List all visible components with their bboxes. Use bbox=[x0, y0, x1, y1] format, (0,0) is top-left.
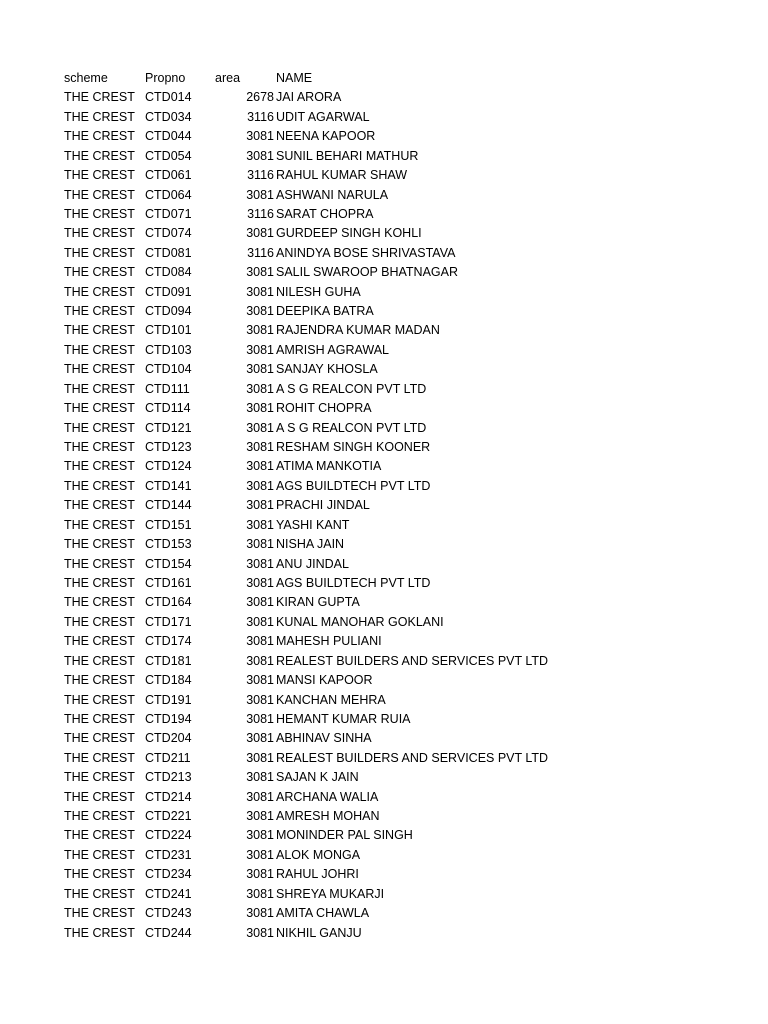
name-cell: PRACHI JINDAL bbox=[276, 498, 370, 513]
table-row bbox=[0, 224, 768, 243]
area-cell: 3081 bbox=[246, 517, 274, 532]
name-cell: KIRAN GUPTA bbox=[276, 595, 360, 610]
scheme-cell: THE CREST bbox=[64, 711, 135, 726]
scheme-cell: THE CREST bbox=[64, 789, 135, 804]
propno-cell: CTD234 bbox=[145, 867, 192, 882]
propno-cell: CTD231 bbox=[145, 847, 192, 862]
table-row bbox=[0, 904, 768, 923]
name-cell: NEENA KAPOOR bbox=[276, 129, 376, 144]
name-cell: SALIL SWAROOP BHATNAGAR bbox=[276, 265, 458, 280]
area-cell: 3081 bbox=[246, 653, 274, 668]
name-cell: ASHWANI NARULA bbox=[276, 187, 389, 202]
name-cell: AMRISH AGRAWAL bbox=[276, 342, 389, 357]
propno-cell: CTD151 bbox=[145, 517, 192, 532]
name-cell: YASHI KANT bbox=[276, 517, 350, 532]
propno-cell: CTD214 bbox=[145, 789, 192, 804]
scheme-cell: THE CREST bbox=[64, 614, 135, 629]
area-cell: 3081 bbox=[246, 906, 274, 921]
table-row bbox=[0, 166, 768, 185]
propno-cell: CTD084 bbox=[145, 265, 192, 280]
area-cell: 3081 bbox=[246, 925, 274, 940]
area-cell: 3081 bbox=[246, 226, 274, 241]
propno-cell: CTD171 bbox=[145, 614, 192, 629]
propno-cell: CTD204 bbox=[145, 731, 192, 746]
scheme-cell: THE CREST bbox=[64, 90, 135, 105]
name-cell: ANINDYA BOSE SHRIVASTAVA bbox=[276, 245, 456, 260]
propno-cell: CTD174 bbox=[145, 634, 192, 649]
header-propno: Propno bbox=[145, 71, 186, 85]
name-cell: MAHESH PULIANI bbox=[276, 634, 382, 649]
area-cell: 3081 bbox=[246, 304, 274, 319]
scheme-cell: THE CREST bbox=[64, 867, 135, 882]
name-cell: MONINDER PAL SINGH bbox=[276, 828, 413, 843]
propno-cell: CTD104 bbox=[145, 362, 192, 377]
name-cell: SANJAY KHOSLA bbox=[276, 362, 378, 377]
scheme-cell: THE CREST bbox=[64, 653, 135, 668]
area-cell: 3081 bbox=[246, 614, 274, 629]
name-cell: MANSI KAPOOR bbox=[276, 673, 373, 688]
area-cell: 3081 bbox=[246, 362, 274, 377]
scheme-cell: THE CREST bbox=[64, 634, 135, 649]
name-cell: AGS BUILDTECH PVT LTD bbox=[276, 478, 431, 493]
table-row bbox=[0, 438, 768, 457]
name-cell: A S G REALCON PVT LTD bbox=[276, 420, 427, 435]
scheme-cell: THE CREST bbox=[64, 129, 135, 144]
table-row bbox=[0, 710, 768, 729]
area-cell: 3081 bbox=[246, 847, 274, 862]
propno-cell: CTD044 bbox=[145, 129, 192, 144]
name-cell: JAI ARORA bbox=[276, 90, 342, 105]
name-cell: SAJAN K JAIN bbox=[276, 770, 359, 785]
area-cell: 3081 bbox=[246, 886, 274, 901]
scheme-cell: THE CREST bbox=[64, 187, 135, 202]
table-row bbox=[0, 321, 768, 340]
name-cell: ROHIT CHOPRA bbox=[276, 401, 372, 416]
table-row bbox=[0, 652, 768, 671]
name-cell: GURDEEP SINGH KOHLI bbox=[276, 226, 422, 241]
propno-cell: CTD181 bbox=[145, 653, 192, 668]
area-cell: 3081 bbox=[246, 575, 274, 590]
area-cell: 3116 bbox=[247, 109, 274, 124]
table-row bbox=[0, 302, 768, 321]
table-row bbox=[0, 574, 768, 593]
table-row bbox=[0, 729, 768, 748]
area-cell: 3116 bbox=[247, 206, 274, 221]
area-cell: 3081 bbox=[246, 323, 274, 338]
area-cell: 3081 bbox=[246, 867, 274, 882]
area-cell: 3081 bbox=[246, 692, 274, 707]
propno-cell: CTD071 bbox=[145, 206, 192, 221]
scheme-cell: THE CREST bbox=[64, 401, 135, 416]
name-cell: RAJENDRA KUMAR MADAN bbox=[276, 323, 440, 338]
propno-cell: CTD244 bbox=[145, 925, 192, 940]
area-cell: 3081 bbox=[246, 828, 274, 843]
propno-cell: CTD103 bbox=[145, 342, 192, 357]
table-row bbox=[0, 399, 768, 418]
propno-cell: CTD054 bbox=[145, 148, 192, 163]
table-row bbox=[0, 341, 768, 360]
table-row bbox=[0, 457, 768, 476]
name-cell: RESHAM SINGH KOONER bbox=[276, 440, 431, 455]
table-row bbox=[0, 283, 768, 302]
table-row bbox=[0, 671, 768, 690]
area-cell: 3081 bbox=[246, 420, 274, 435]
table-row bbox=[0, 496, 768, 515]
area-cell: 3116 bbox=[247, 168, 274, 183]
area-cell: 3081 bbox=[246, 187, 274, 202]
area-cell: 3081 bbox=[246, 673, 274, 688]
area-cell: 3081 bbox=[246, 634, 274, 649]
propno-cell: CTD123 bbox=[145, 440, 192, 455]
table-row bbox=[0, 127, 768, 146]
scheme-cell: THE CREST bbox=[64, 304, 135, 319]
propno-cell: CTD034 bbox=[145, 109, 192, 124]
name-cell: A S G REALCON PVT LTD bbox=[276, 381, 427, 396]
name-cell: KANCHAN MEHRA bbox=[276, 692, 386, 707]
scheme-cell: THE CREST bbox=[64, 906, 135, 921]
table-row bbox=[0, 360, 768, 379]
area-cell: 3116 bbox=[247, 245, 274, 260]
propno-cell: CTD154 bbox=[145, 556, 192, 571]
table-row bbox=[0, 632, 768, 651]
name-cell: SUNIL BEHARI MATHUR bbox=[276, 148, 419, 163]
propno-cell: CTD094 bbox=[145, 304, 192, 319]
table-row bbox=[0, 147, 768, 166]
scheme-cell: THE CREST bbox=[64, 226, 135, 241]
scheme-cell: THE CREST bbox=[64, 886, 135, 901]
table-row bbox=[0, 419, 768, 438]
area-cell: 2678 bbox=[246, 90, 274, 105]
name-cell: AMRESH MOHAN bbox=[276, 809, 380, 824]
name-cell: AMITA CHAWLA bbox=[276, 906, 370, 921]
scheme-cell: THE CREST bbox=[64, 420, 135, 435]
area-cell: 3081 bbox=[246, 265, 274, 280]
propno-cell: CTD224 bbox=[145, 828, 192, 843]
name-cell: RAHUL JOHRI bbox=[276, 867, 359, 882]
propno-cell: CTD124 bbox=[145, 459, 192, 474]
scheme-cell: THE CREST bbox=[64, 595, 135, 610]
propno-cell: CTD211 bbox=[145, 750, 191, 765]
name-cell: SHREYA MUKARJI bbox=[276, 886, 385, 901]
table-row bbox=[0, 205, 768, 224]
area-cell: 3081 bbox=[246, 440, 274, 455]
scheme-cell: THE CREST bbox=[64, 517, 135, 532]
propno-cell: CTD164 bbox=[145, 595, 192, 610]
scheme-cell: THE CREST bbox=[64, 498, 135, 513]
propno-cell: CTD241 bbox=[145, 886, 192, 901]
propno-cell: CTD184 bbox=[145, 673, 192, 688]
table-row bbox=[0, 88, 768, 107]
table-row bbox=[0, 186, 768, 205]
scheme-cell: THE CREST bbox=[64, 265, 135, 280]
name-cell: ABHINAV SINHA bbox=[276, 731, 372, 746]
area-cell: 3081 bbox=[246, 789, 274, 804]
table-row bbox=[0, 263, 768, 282]
propno-cell: CTD243 bbox=[145, 906, 192, 921]
scheme-cell: THE CREST bbox=[64, 109, 135, 124]
table-row bbox=[0, 846, 768, 865]
table-row bbox=[0, 691, 768, 710]
name-cell: REALEST BUILDERS AND SERVICES PVT LTD bbox=[276, 653, 549, 668]
scheme-cell: THE CREST bbox=[64, 362, 135, 377]
propno-cell: CTD091 bbox=[145, 284, 192, 299]
area-cell: 3081 bbox=[246, 459, 274, 474]
scheme-cell: THE CREST bbox=[64, 731, 135, 746]
header-scheme: scheme bbox=[64, 71, 108, 85]
table-row bbox=[0, 788, 768, 807]
scheme-cell: THE CREST bbox=[64, 556, 135, 571]
area-cell: 3081 bbox=[246, 537, 274, 552]
table-row bbox=[0, 477, 768, 496]
propno-cell: CTD213 bbox=[145, 770, 192, 785]
propno-cell: CTD074 bbox=[145, 226, 192, 241]
propno-cell: CTD194 bbox=[145, 711, 192, 726]
table-row bbox=[0, 108, 768, 127]
area-cell: 3081 bbox=[246, 284, 274, 299]
name-cell: ARCHANA WALIA bbox=[276, 789, 379, 804]
scheme-cell: THE CREST bbox=[64, 925, 135, 940]
propno-cell: CTD161 bbox=[145, 575, 192, 590]
area-cell: 3081 bbox=[246, 809, 274, 824]
name-cell: NILESH GUHA bbox=[276, 284, 361, 299]
table-row bbox=[0, 593, 768, 612]
scheme-cell: THE CREST bbox=[64, 381, 135, 396]
scheme-cell: THE CREST bbox=[64, 206, 135, 221]
table-row bbox=[0, 535, 768, 554]
name-cell: NIKHIL GANJU bbox=[276, 925, 362, 940]
name-cell: RAHUL KUMAR SHAW bbox=[276, 168, 408, 183]
area-cell: 3081 bbox=[246, 401, 274, 416]
table-row bbox=[0, 885, 768, 904]
area-cell: 3081 bbox=[246, 770, 274, 785]
propno-cell: CTD114 bbox=[145, 401, 191, 416]
table-row bbox=[0, 749, 768, 768]
scheme-cell: THE CREST bbox=[64, 575, 135, 590]
table-row bbox=[0, 768, 768, 787]
scheme-cell: THE CREST bbox=[64, 847, 135, 862]
table-row bbox=[0, 826, 768, 845]
table-row bbox=[0, 244, 768, 263]
propno-cell: CTD221 bbox=[145, 809, 192, 824]
propno-cell: CTD144 bbox=[145, 498, 192, 513]
table-row bbox=[0, 516, 768, 535]
table-row bbox=[0, 555, 768, 574]
name-cell: ALOK MONGA bbox=[276, 847, 361, 862]
area-cell: 3081 bbox=[246, 478, 274, 493]
header-area: area bbox=[215, 71, 241, 85]
header-row bbox=[0, 69, 768, 88]
name-cell: HEMANT KUMAR RUIA bbox=[276, 711, 411, 726]
scheme-cell: THE CREST bbox=[64, 673, 135, 688]
name-cell: REALEST BUILDERS AND SERVICES PVT LTD bbox=[276, 750, 549, 765]
propno-cell: CTD061 bbox=[145, 168, 192, 183]
scheme-cell: THE CREST bbox=[64, 828, 135, 843]
name-cell: ANU JINDAL bbox=[276, 556, 349, 571]
propno-cell: CTD081 bbox=[145, 245, 192, 260]
area-cell: 3081 bbox=[246, 731, 274, 746]
scheme-cell: THE CREST bbox=[64, 809, 135, 824]
name-cell: UDIT AGARWAL bbox=[276, 109, 370, 124]
table-row bbox=[0, 807, 768, 826]
scheme-cell: THE CREST bbox=[64, 245, 135, 260]
name-cell: AGS BUILDTECH PVT LTD bbox=[276, 575, 431, 590]
name-cell: NISHA JAIN bbox=[276, 537, 345, 552]
scheme-cell: THE CREST bbox=[64, 342, 135, 357]
name-cell: DEEPIKA BATRA bbox=[276, 304, 374, 319]
area-cell: 3081 bbox=[246, 750, 274, 765]
header-name: NAME bbox=[276, 71, 313, 85]
area-cell: 3081 bbox=[246, 148, 274, 163]
area-cell: 3081 bbox=[246, 342, 274, 357]
name-cell: ATIMA MANKOTIA bbox=[276, 459, 382, 474]
propno-cell: CTD111 bbox=[145, 381, 190, 396]
area-cell: 3081 bbox=[246, 129, 274, 144]
scheme-cell: THE CREST bbox=[64, 284, 135, 299]
scheme-cell: THE CREST bbox=[64, 459, 135, 474]
table-row bbox=[0, 613, 768, 632]
propno-cell: CTD121 bbox=[145, 420, 192, 435]
scheme-cell: THE CREST bbox=[64, 323, 135, 338]
scheme-cell: THE CREST bbox=[64, 770, 135, 785]
name-cell: SARAT CHOPRA bbox=[276, 206, 374, 221]
scheme-cell: THE CREST bbox=[64, 537, 135, 552]
scheme-cell: THE CREST bbox=[64, 750, 135, 765]
propno-cell: CTD153 bbox=[145, 537, 192, 552]
name-cell: KUNAL MANOHAR GOKLANI bbox=[276, 614, 444, 629]
scheme-cell: THE CREST bbox=[64, 692, 135, 707]
propno-cell: CTD191 bbox=[145, 692, 192, 707]
area-cell: 3081 bbox=[246, 711, 274, 726]
propno-cell: CTD101 bbox=[145, 323, 192, 338]
table-row bbox=[0, 924, 768, 943]
area-cell: 3081 bbox=[246, 381, 274, 396]
area-cell: 3081 bbox=[246, 556, 274, 571]
table-body bbox=[0, 88, 768, 943]
table-row bbox=[0, 380, 768, 399]
scheme-cell: THE CREST bbox=[64, 478, 135, 493]
propno-cell: CTD014 bbox=[145, 90, 192, 105]
propno-cell: CTD141 bbox=[145, 478, 192, 493]
table-row bbox=[0, 865, 768, 884]
area-cell: 3081 bbox=[246, 498, 274, 513]
scheme-cell: THE CREST bbox=[64, 148, 135, 163]
scheme-cell: THE CREST bbox=[64, 440, 135, 455]
property-table bbox=[0, 69, 768, 943]
propno-cell: CTD064 bbox=[145, 187, 192, 202]
area-cell: 3081 bbox=[246, 595, 274, 610]
scheme-cell: THE CREST bbox=[64, 168, 135, 183]
